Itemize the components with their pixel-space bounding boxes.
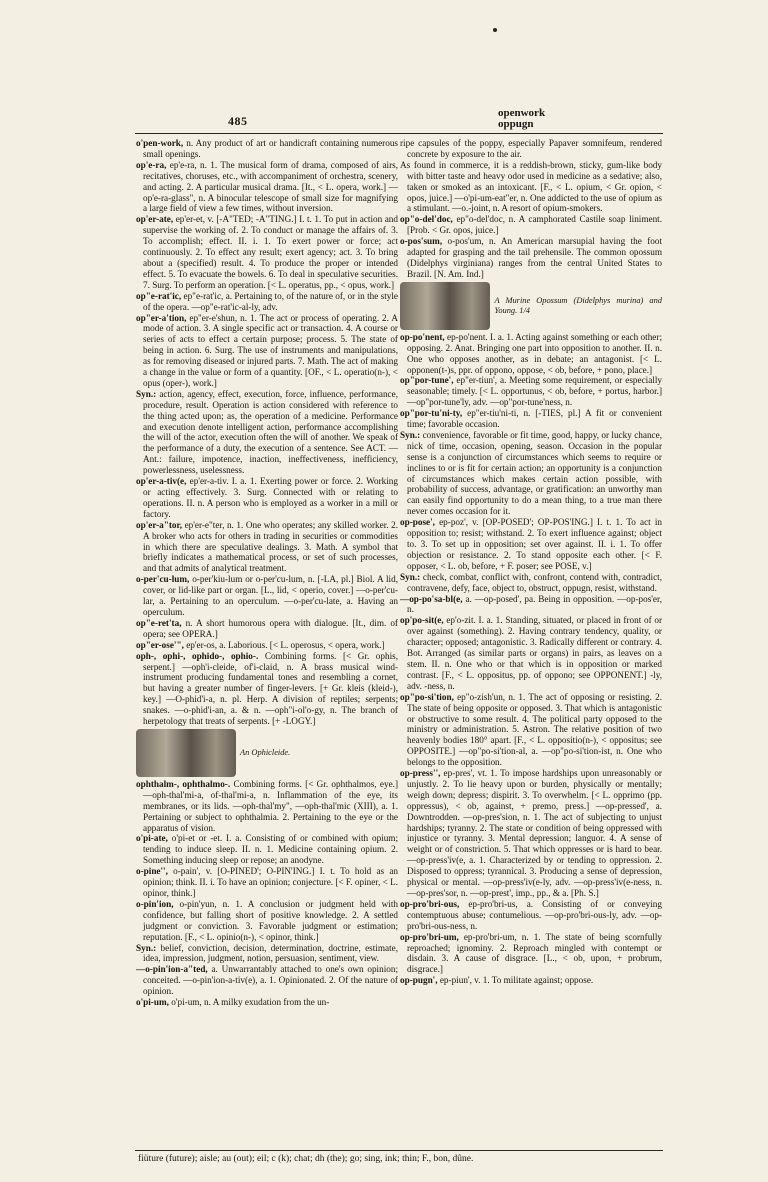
definition: ep"e-rat'ic, a. Pertaining to, of the nature of, or in the style of the opera. —op"e-rat'ic-al-ly, adv. xyxy=(143,290,398,312)
entry xyxy=(136,866,398,899)
definition: ep-po'nent. I. a. 1. Acting against something or each other; opposing. 2. Anat. Bringing one part into opposition to another. II. n. One who opposes another, as in debate; an antagonist. [< L. opponen(t-)s, ppr. of oppono, oppose, < ob, before, + pono, place.] xyxy=(407,331,662,375)
headword: o'pen-work, xyxy=(136,138,184,148)
footer-rule xyxy=(135,1150,663,1151)
headword: Syn.: xyxy=(136,388,157,399)
entry xyxy=(136,313,398,389)
headword: o-pos'sum, xyxy=(400,236,443,247)
right-column xyxy=(400,138,662,1148)
entry xyxy=(136,899,398,943)
ink-speck xyxy=(493,28,497,32)
definition: ep"o-zish'un, n. 1. The act of opposing or resisting. 2. The state of being opposite or opposed. 3. That which is antagonistic or obstructive to some result. 4. The political party opposed to the ministry or administration. 5. Astron. The relative position of two heavenly bodies 180° apart. [F., < L. oppositio(n-), < oppositus; see OPPOSITE.] —op"po-si'tion-al, a. —op"po-si'tion-ist, n. One who belongs to the opposition. xyxy=(407,691,662,768)
headword: Syn.: xyxy=(136,942,157,953)
entry xyxy=(136,520,398,575)
entry xyxy=(400,615,662,691)
guide-words xyxy=(498,108,545,130)
opossum-illustration xyxy=(400,282,490,330)
entry xyxy=(136,618,398,640)
entry xyxy=(400,430,662,517)
headword: o'pi-um, xyxy=(136,997,169,1008)
entry xyxy=(136,476,398,520)
definition: ep-pro'bri-um, n. 1. The state of being scornfully reproached; ignominy. 2. Reproach mingled with contempt or disdain. 3. A cause of disgrace. [L., < ob, upon, + probrum, disgrace.] xyxy=(407,931,662,975)
entry xyxy=(136,640,398,651)
entry xyxy=(400,332,662,376)
headword: op'po-sit(e, xyxy=(400,615,444,626)
definition: a. Unwarrantably attached to one's own opinion; conceited. —o-pin'ion-a-tiv(e), a. 1. Opinionated. 2. Of the nature of opinion. xyxy=(143,964,398,997)
headword: op"o-del'doc, xyxy=(400,214,453,225)
definition: ep"er-tiu'ni-ti, n. [-TIES, pl.] A fit or convenient time; favorable occasion. xyxy=(407,408,662,430)
headword: op'e-ra, xyxy=(136,159,167,170)
entry xyxy=(400,594,662,616)
definition: Combining forms. [< Gr. ophis, serpent.] —oph'i-cleide, of'i-claid, n. A brass musical wind-instrument producing fundamental tones and resembling a cornet, but having a greater number of finger-levers. [+ Gr. kleis (kleid-), key.] —O-phid'i-a, n. pl. Herp. A division of reptiles; serpents; snakes. —o-phid'i-an, a. & n. —oph"i-ol'o-gy, n. The branch of herpetology that treats of serpents. [+ -LOGY.] xyxy=(143,650,398,727)
headword: op"er-a'tion, xyxy=(136,312,187,323)
headword: op-po'nent, xyxy=(400,331,445,342)
definition: ep-pres', vt. 1. To impose hardships upon unreasonably or unjustly. 2. To lie heavy upon or burden, physically or mentally; weigh down; depress; dispirit. 3. To overwhelm. [< L. opprimo (pp. oppressus), < ob, against, + premo, press.] —op-pressed', a. Downtrodden. —op-pres'sion, n. 1. The act of subjecting to unjust hardships; tyranny. 2. The state or condition of being oppressed with injustice or tyranny. 3. Mental depression; languor. 4. A sense of weight or of constriction. 5. That which oppresses or is hard to bear. —op-press'iv(e, a. 1. Characterized by or tending to oppression. 2. Disposed to oppress; tyrannical. 3. Producing a sense of depression, physical or mental. —op-press'iv(e-ly, adv. —op-press'iv(e-ness, n. —op-pres'sor, n. —op-prest', imp., pp., & a. [Ph. S.] xyxy=(407,768,662,898)
definition: ep'er-a-tiv. I. a. 1. Exerting power or force. 2. Working or acting effectively. 3. Surg. Connected with or relating to operations. II. n. A person who is employed as a worker in a mill or factory. xyxy=(143,476,398,519)
headword: —op-po'sa-bl(e, xyxy=(400,593,463,604)
headword: o-pine'', xyxy=(136,866,168,877)
headword: op-press'', xyxy=(400,768,441,779)
entry xyxy=(400,932,662,976)
headword: op"po-si'tion, xyxy=(400,691,454,702)
definition: o'pi-et or -et. I. a. Consisting of or combined with opium; tending to induce sleep. II. n. 1. Medicine containing opium. 2. Something inducing sleep or repose; an anodyne. xyxy=(143,833,398,866)
headword: Syn.: xyxy=(400,571,421,582)
headword: op'er-ate, xyxy=(136,214,174,225)
headword: op"e-ret'ta, xyxy=(136,617,182,628)
headword: op-pro'bri-ous, xyxy=(400,898,460,909)
entry xyxy=(400,768,662,899)
ophicleide-illustration xyxy=(136,729,236,777)
entry xyxy=(136,389,398,476)
definition: n. Any product of art or handicraft containing numerous small openings. xyxy=(143,138,398,159)
definition: o-pain', v. [O-PINED'; O-PIN'ING.] I. t. To hold as an opinion; think. II. i. To have an opinion; conjecture. [< F. opiner, < L. opinor, think.] xyxy=(143,866,398,898)
definition: ep'er-e"ter, n. 1. One who operates; any skilled worker. 2. A broker who acts for others in trading in securities or commodities in which there are speculative dealings. 3. Math. A symbol that briefly indicates a mathematical process, or set of such processes, and that admits of analytical treatment. xyxy=(143,519,398,574)
headword: op-pro'bri-um, xyxy=(400,931,459,942)
definition: ep-pro'bri-us, a. Consisting of or conveying contemptuous abuse; contumelious. —op-pro'bri-ous-ly, adv. —op-pro'bri-ous-ness, n. xyxy=(407,898,662,931)
entry xyxy=(400,408,662,430)
entry xyxy=(400,517,662,572)
guide-word-last: oppugn xyxy=(498,118,534,130)
entry xyxy=(136,964,398,997)
entry xyxy=(136,779,398,834)
entry xyxy=(400,214,662,236)
entry xyxy=(400,975,662,986)
headword: op"er-ose'", xyxy=(136,639,184,650)
definition: o-pin'yun, n. 1. A conclusion or judgment held with confidence, but falling short of positive knowledge. 2. A settled judgment or conviction. 3. Favorable judgment or estimation; reputation. [F., < L. opinio(n-), < opinor, think.] xyxy=(143,898,398,942)
entry xyxy=(136,997,398,1008)
entry xyxy=(136,943,398,965)
definition: n. A short humorous opera with dialogue. [It., dim. of opera; see OPERA.] xyxy=(143,617,398,639)
definition: convenience, favorable or fit time, good, happy, or lucky chance, nick of time, occasion, opening, season. Occasion in the popular sense is a conjunction of circumstances which seems to require or inclines to or is fit for certain action; an opportunity is a conjunction of circumstances which makes certain action possible, with probability of success, advantage, or gratification: an unworthy man can easily find opportunity to do a mean thing, to a true man there never comes occasion for it. xyxy=(407,429,662,517)
entry xyxy=(136,574,398,618)
headword: op-pose', xyxy=(400,517,435,528)
headword: ophthalm-, ophthalmo-. xyxy=(136,778,231,789)
headword: o'pi-ate, xyxy=(136,833,168,844)
definition: o-pos'um, n. An American marsupial having the foot adapted for grasping and the tail prehensile. The common opossum (Didelphys virginiana) ranges from the central United States to Brazil. [N. Am. Ind.] xyxy=(407,236,662,279)
entry xyxy=(136,160,398,215)
entry xyxy=(400,899,662,932)
definition: ep'e-ra, n. 1. The musical form of drama, composed of airs, recitatives, choruses, etc., with accompaniment of orchestra, scenery, and acting. 2. A particular musical drama. [It., < L. opera, work.] —op'e-ra-glass", n. A binocular telescope of small size for magnifying a large field of view a few times, without inversion. xyxy=(143,159,398,214)
headword: op"e-rat'ic, xyxy=(136,290,182,301)
entry xyxy=(136,214,398,290)
left-column xyxy=(136,138,398,1148)
headword: —o-pin'ion-a"ted, xyxy=(136,964,208,975)
headword: Syn.: xyxy=(400,429,421,440)
definition: ep'er-os, a. Laborious. [< L. operosus, < opera, work.] xyxy=(186,639,385,650)
entry xyxy=(400,375,662,408)
entry xyxy=(136,651,398,727)
entry xyxy=(400,138,662,160)
definition: ep"er-e'shun, n. 1. The act or process of operating. 2. A mode of action. 3. A single specific act or transaction. 4. A course or series of acts to effect a certain purpose; process. 5. The state of being in action. 6. Surg. The use of instruments and manipulations, as for removing diseased or injured parts. 7. Math. The act of making a change in the value or form of a quantity. [OF., < L. operatio(n-), < opus (oper-), work.] xyxy=(143,312,398,388)
definition: As found in commerce, it is a reddish-brown, sticky, gum-like body with bitter taste and heavy odor used in medicine as a sedative; also, taken or smoked as an intoxicant. [F., < L. opium, < Gr. opion, < opos, juice.] —o'pi-um-eat"er, n. One addicted to the use of opium as a stimulant. —o.-joint, n. A resort of opium-smokers. xyxy=(400,159,662,214)
definition: belief, conviction, decision, determination, doctrine, estimate, idea, impression, judgment, notion, persuasion, sentiment, view. xyxy=(143,942,398,964)
definition: o-per'kiu-lum or o-per'cu-lum, n. [-LA, pl.] Biol. A lid, cover, or lid-like part or organ. [L., lid, < operio, cover.] —o-per'cu-lar, a. Pertaining to an operculum. —o-per'cu-late, a. Having an operculum. xyxy=(143,574,398,617)
headword: op"por-tu'ni-ty, xyxy=(400,408,463,419)
definition: ep-poz', v. [OP-POSED'; OP-POS'ING.] I. t. 1. To act in opposition to; resist; withstand. 2. To exert influence against; object to. 3. To set up in opposition; set over against. II. i. 1. To offer objection or resistance. 2. To stand opposite each other. [< F. opposer, < L. ob, before, + F. poser; see POSE, v.] xyxy=(407,517,662,571)
pronunciation-key: fiüture (future); aisle; au (out); eil; c (k); chat; dh (the); go; sing, ink; thin; F., bon, dûne. xyxy=(138,1154,474,1164)
guide-word-first: openwork xyxy=(498,107,546,119)
headword: op"por-tune', xyxy=(400,375,454,386)
opossum-caption: A Murine Opossum (Didelphys murina) and Young. 1/4 xyxy=(494,296,662,315)
header-rule xyxy=(135,133,663,134)
definition: check, combat, conflict with, confront, contend with, contradict, contravene, defy, face, object to, obstruct, oppugn, resist, withstand. xyxy=(407,571,662,593)
definition: ep'er-et, v. [-A"TED; -A"TING.] I. t. 1. To put in action and supervise the working of. 2. To conduct or manage the affairs of. 3. To accomplish; effect. II. i. 1. To exert power or force; act continuously. 2. To effect any result; exert agency; act. 3. To bring about a (specified) result. 4. To produce the proper or intended effect. 5. To evacuate the bowels. 6. To deal in speculative securities. 7. Surg. To perform an operation. [< L. operatus, pp., < opus, work.] xyxy=(143,214,398,290)
headword: op'er-a-tiv(e, xyxy=(136,476,187,487)
entry xyxy=(400,236,662,280)
opossum-figure xyxy=(400,282,662,330)
definition: Combining forms. [< Gr. ophthalmos, eye.] —oph-thal'mi-a, of-thal'mi-a, n. Inflammation of the eye, its membranes, or its lids. —oph-thal'my", —oph-thal'mic (XIII), a. 1. Pertaining or subject to ophthalmia. 2. Pertaining to the eye or the apparatus of vision. xyxy=(143,778,398,833)
headword: oph-, ophi-, ophido-, ophio-. xyxy=(136,650,259,661)
headword: o-pin'ion, xyxy=(136,898,174,909)
definition: ripe capsules of the poppy, especially Papaver somnifeum, rendered concrete by exposure to the air. xyxy=(400,138,662,159)
headword: o-per'cu-lum, xyxy=(136,574,190,585)
ophicleide-figure xyxy=(136,729,398,777)
entry xyxy=(400,160,662,215)
headword: op'er-a"tor, xyxy=(136,519,183,530)
entry xyxy=(136,138,398,160)
definition: action, agency, effect, execution, force, influence, performance, procedure, result. Operation is action considered with reference to the thing acted upon; as, the operation of a medicine. Performance and execution denote intelligent action, performance accomplishing the will of the actor, execution often the will of another. We speak of the performance of a duty, the execution of a sentence. See ACT. —Ant.: failure, impotence, inaction, ineffectiveness, inefficiency, powerlessness, uselessness. xyxy=(143,388,398,476)
ophicleide-caption: An Ophicleide. xyxy=(240,748,291,758)
definition: ep-piun', v. 1. To militate against; oppose. xyxy=(439,975,594,986)
headword: op-pugn', xyxy=(400,975,438,986)
definition: ep'o-zit. I. a. 1. Standing, situated, or placed in front of or over against (something). 2. Having contrary tendency, quality, or character; opposed; antagonistic. 3. Radically different or contrary. 4. Bot. Arranged (as similar parts or organs) in pairs, as leaves on a stem. II. n. One who or that which is in opposition or marked contrast. [F., < L. oppositus, pp. of oppono; see OPPONENT.] -ly, adv. -ness, n. xyxy=(407,615,662,691)
entry xyxy=(400,692,662,768)
entry xyxy=(136,291,398,313)
entry xyxy=(400,572,662,594)
definition: ep"o-del'doc, n. A camphorated Castile soap liniment. [Prob. < Gr. opos, juice.] xyxy=(407,214,662,236)
definition: a. —op-posed', pa. Being in opposition. —op-pos'er, n. xyxy=(407,593,662,615)
definition: o'pi-um, n. A milky exudation from the un- xyxy=(171,997,330,1008)
definition: ep"er-tiun', a. Meeting some requirement, or especially seasonable; timely. [< L. opportunus, < ob, before, + portus, harbor.] —op"por-tune'ly, adv. —op"por-tune'ness, n. xyxy=(407,375,662,408)
entry xyxy=(136,833,398,866)
page-number: 485 xyxy=(228,114,248,128)
